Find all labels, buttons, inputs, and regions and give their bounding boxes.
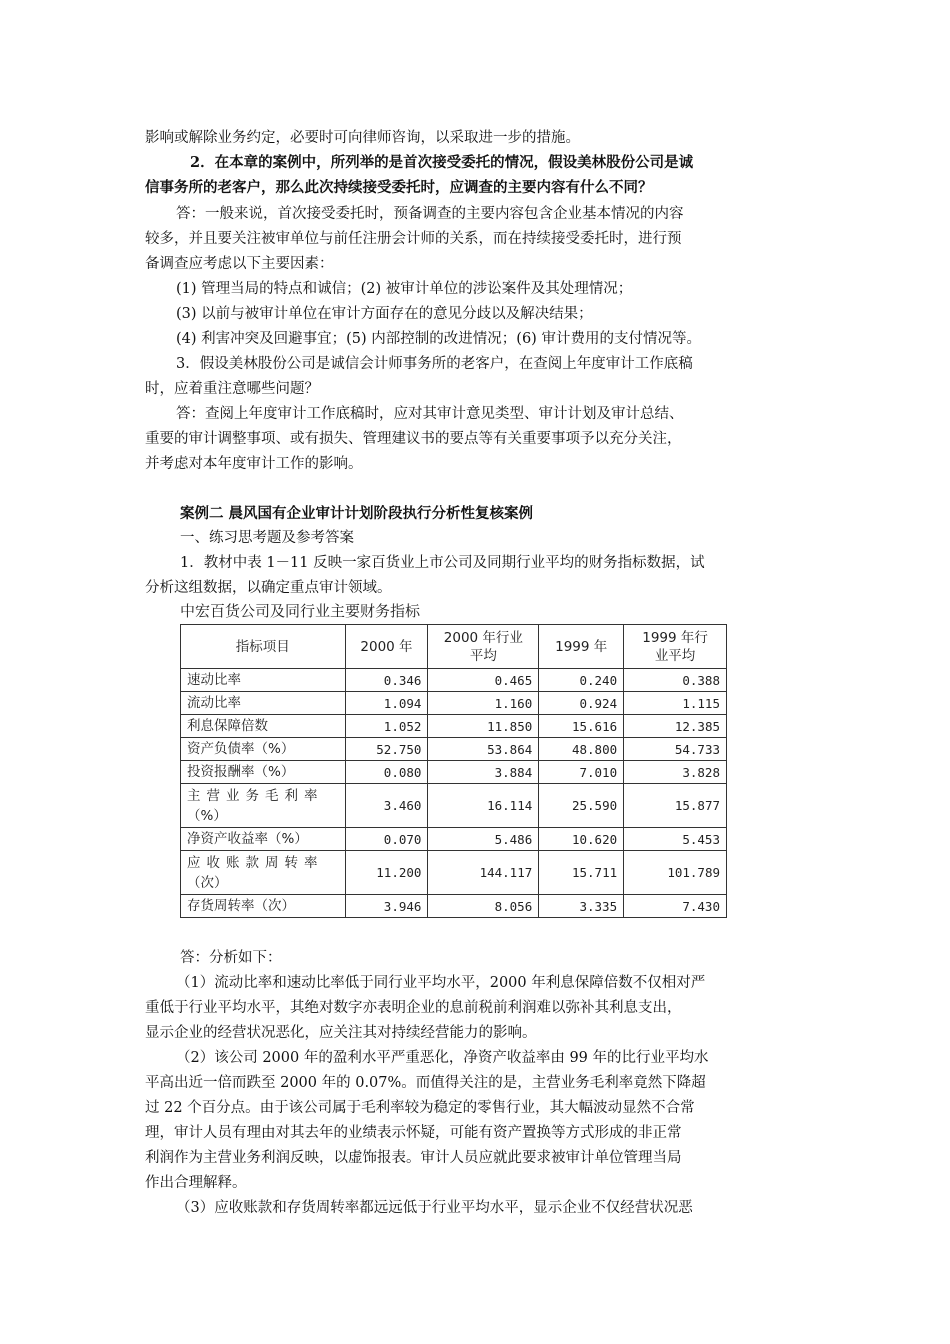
indicator-value: 3.460: [345, 784, 428, 828]
indicator-value: 25.590: [539, 784, 624, 828]
indicator-value: 10.620: [539, 828, 624, 851]
indicator-value: 1.115: [624, 692, 727, 715]
column-header: [428, 625, 539, 669]
indicator-value: 0.346: [345, 669, 428, 692]
table-caption: 中宏百货公司及同行业主要财务指标: [180, 602, 421, 620]
question-3-line-1: 3．假设美林股份公司是诚信会计师事务所的老客户，在查阅上年度审计工作底稿: [176, 356, 693, 372]
indicator-value: 12.385: [624, 715, 727, 738]
answer-2-line-3: 备调查应考虑以下主要因素：: [145, 256, 334, 272]
question-2-line-1: 2．在本章的案例中，所列举的是首次接受委托的情况，假设美林股份公司是诚: [190, 154, 694, 171]
column-header-text: 业平均: [654, 647, 696, 664]
answer-2-line-1: 答：一般来说，首次接受委托时，预备调查的主要内容包含企业基本情况的内容: [176, 206, 684, 222]
intro-line: 影响或解除业务约定，必要时可向律师咨询，以采取进一步的措施。: [145, 130, 580, 146]
indicator-value: 15.877: [624, 784, 727, 828]
indicator-name: [181, 851, 346, 895]
indicator-value: 0.465: [428, 669, 539, 692]
indicator-name: [181, 784, 346, 828]
indicator-value: 3.946: [345, 895, 428, 918]
indicator-name-text: 流动比率: [187, 695, 241, 711]
indicator-value: 53.864: [428, 738, 539, 761]
table-row: [181, 895, 727, 918]
table-row: [181, 784, 727, 828]
answer-p1-line-3: 显示企业的经营状况恶化，应关注其对持续经营能力的影响。: [145, 1025, 537, 1041]
indicator-value: 101.789: [624, 851, 727, 895]
indicator-name-text: 主营业务毛利率: [187, 787, 324, 804]
indicator-name-text: 应收账款周转率: [187, 854, 324, 871]
answer-p2-line-5: 利润作为主营业务利润反映，以虚饰报表。审计人员应就此要求被审计单位管理当局: [145, 1150, 682, 1166]
indicator-name-text: 投资报酬率（%）: [187, 764, 295, 780]
indicator-name-text: 净资产收益率（%）: [187, 831, 308, 847]
answer-p3-line-1: （3）应收账款和存货周转率都远远低于行业平均水平，显示企业不仅经营状况恶: [176, 1200, 693, 1216]
answer-p2-line-2: 平高出近一倍而跌至 2000 年的 0.07%。而值得关注的是，主营业务毛利率竟然下降超: [145, 1075, 706, 1091]
indicator-name-text: （次）: [187, 874, 228, 891]
indicator-value: 1.160: [428, 692, 539, 715]
indicator-value: 5.453: [624, 828, 727, 851]
indicator-value: 15.711: [539, 851, 624, 895]
table-row: [181, 692, 727, 715]
indicator-value: 54.733: [624, 738, 727, 761]
answer-p2-line-1: （2）该公司 2000 年的盈利水平严重恶化，净资产收益率由 99 年的比行业平均水: [176, 1050, 709, 1066]
answer-2-line-6: (4) 利害冲突及回避事宜；(5) 内部控制的改进情况；(6) 审计费用的支付情况等。: [176, 331, 701, 347]
indicator-value: 3.335: [539, 895, 624, 918]
indicator-name-text: 资产负债率（%）: [187, 741, 295, 757]
column-header-text: 2000 年: [360, 638, 413, 655]
indicator-value: 0.388: [624, 669, 727, 692]
column-header: [345, 625, 428, 669]
answer-3-line-3: 并考虑对本年度审计工作的影响。: [145, 456, 363, 472]
indicator-value: 7.430: [624, 895, 727, 918]
indicator-value: 15.616: [539, 715, 624, 738]
indicator-value: 5.486: [428, 828, 539, 851]
indicator-value: 11.200: [345, 851, 428, 895]
table-row: [181, 669, 727, 692]
column-header: [624, 625, 727, 669]
indicator-value: 144.117: [428, 851, 539, 895]
indicator-value: 16.114: [428, 784, 539, 828]
case-2-question-line-1: 1．教材中表 1－11 反映一家百货业上市公司及同期行业平均的财务指标数据，试: [180, 555, 705, 571]
answer-3-line-1: 答：查阅上年度审计工作底稿时，应对其审计意见类型、审计计划及审计总结、: [176, 406, 684, 422]
case-2-question-line-2: 分析这组数据，以确定重点审计领域。: [145, 580, 392, 596]
indicator-name-text: 存货周转率（次）: [187, 898, 295, 914]
indicator-value: 7.010: [539, 761, 624, 784]
indicator-value: 3.828: [624, 761, 727, 784]
indicator-value: 0.240: [539, 669, 624, 692]
answer-2-line-2: 较多，并且要关注被审单位与前任注册会计师的关系，而在持续接受委托时，进行预: [145, 231, 682, 247]
indicator-name: [181, 895, 346, 918]
indicator-value: 1.094: [345, 692, 428, 715]
question-3-line-2: 时，应着重注意哪些问题？: [145, 381, 319, 397]
indicator-value: 0.080: [345, 761, 428, 784]
indicator-value: 1.052: [345, 715, 428, 738]
answer-3-line-2: 重要的审计调整事项、或有损失、管理建议书的要点等有关重要事项予以充分关注，: [145, 431, 682, 447]
section-heading: 一、练习思考题及参考答案: [180, 530, 354, 546]
table-header-row: [181, 625, 727, 669]
indicator-value: 11.850: [428, 715, 539, 738]
answer-p1-line-2: 重低于行业平均水平，其绝对数字亦表明企业的息前税前利润难以弥补其利息支出，: [145, 1000, 682, 1016]
question-2-line-2: 信事务所的老客户，那么此次持续接受委托时，应调查的主要内容有什么不同？: [145, 179, 653, 196]
indicator-value: 8.056: [428, 895, 539, 918]
column-header: [181, 625, 346, 669]
indicator-name: [181, 738, 346, 761]
answer-p2-line-3: 过 22 个百分点。由于该公司属于毛利率较为稳定的零售行业，其大幅波动显然不合常: [145, 1100, 695, 1116]
indicator-name: [181, 715, 346, 738]
indicator-name: [181, 761, 346, 784]
table-row: [181, 851, 727, 895]
indicator-name: [181, 692, 346, 715]
table-row: [181, 738, 727, 761]
indicator-value: 48.800: [539, 738, 624, 761]
table-row: [181, 828, 727, 851]
column-header-text: 1999 年行: [642, 629, 708, 646]
indicator-value: 52.750: [345, 738, 428, 761]
indicator-value: 0.924: [539, 692, 624, 715]
answer-p2-line-4: 理，审计人员有理由对其去年的业绩表示怀疑，可能有资产置换等方式形成的非正常: [145, 1125, 682, 1141]
case-2-title: 案例二 晨风国有企业审计计划阶段执行分析性复核案例: [180, 505, 534, 522]
answer-2-line-5: (3) 以前与被审计单位在审计方面存在的意见分歧以及解决结果；: [176, 306, 593, 322]
column-header-text: 2000 年行业: [443, 629, 523, 646]
answer-p2-line-6: 作出合理解释。: [145, 1175, 247, 1191]
column-header-text: 1999 年: [555, 638, 608, 655]
indicator-value: 0.070: [345, 828, 428, 851]
indicator-value: 3.884: [428, 761, 539, 784]
answer-p1-line-1: （1）流动比率和速动比率低于同行业平均水平，2000 年利息保障倍数不仅相对严: [176, 975, 706, 991]
column-header-text: 平均: [469, 647, 497, 664]
column-header: [539, 625, 624, 669]
answer-intro: 答：分析如下：: [180, 950, 282, 966]
indicator-name: [181, 828, 346, 851]
column-header-text: 指标项目: [235, 638, 290, 655]
answer-2-line-4: (1) 管理当局的特点和诚信；(2) 被审计单位的涉讼案件及其处理情况；: [176, 281, 633, 297]
indicator-name: [181, 669, 346, 692]
financial-indicators-table: [180, 624, 727, 918]
table-row: [181, 715, 727, 738]
table-row: [181, 761, 727, 784]
indicator-name-text: 利息保障倍数: [187, 718, 268, 734]
indicator-name-text: 速动比率: [187, 672, 241, 688]
indicator-name-text: （%）: [187, 807, 227, 824]
